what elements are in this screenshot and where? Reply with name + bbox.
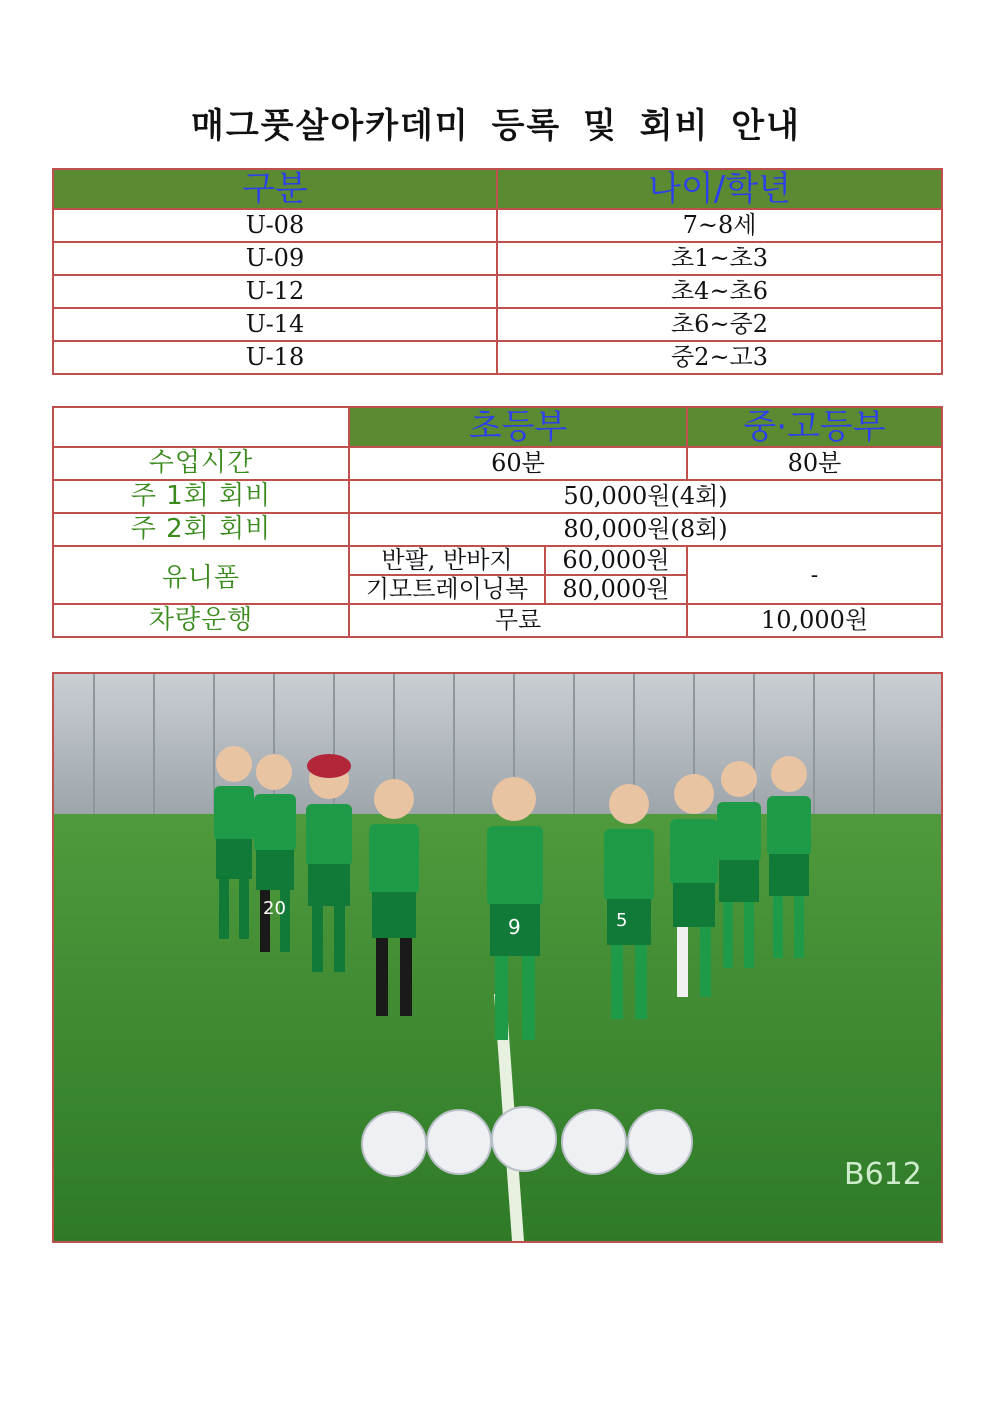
vehicle-elementary: 무료 — [349, 604, 687, 637]
header-middle-high: 중·고등부 — [687, 407, 942, 447]
soccer-balls — [362, 1107, 692, 1176]
table-header-row — [53, 169, 942, 209]
age-group-table — [52, 168, 943, 375]
vehicle-middle-high: 10,000원 — [687, 604, 942, 637]
uniform-label: 유니폼 — [53, 546, 349, 604]
uniform-price: 60,000원 — [545, 546, 687, 575]
table-row — [53, 513, 942, 546]
uniform-item: 기모트레이닝복 — [349, 575, 545, 604]
table-row — [53, 341, 942, 374]
weekly2-label: 주 2회 회비 — [53, 513, 349, 546]
soccer-ball — [427, 1110, 491, 1174]
table-header-row — [53, 407, 942, 447]
weekly1-label: 주 1회 회비 — [53, 480, 349, 513]
soccer-ball — [492, 1107, 556, 1171]
group-cell: U-09 — [53, 242, 497, 275]
weekly1-value: 50,000원(4회) — [349, 480, 942, 513]
photo-watermark: B612 — [844, 1157, 922, 1192]
table-row — [53, 480, 942, 513]
vehicle-label: 차량운행 — [53, 604, 349, 637]
page-title: 매그풋살아카데미 등록 및 회비 안내 — [190, 106, 801, 146]
jersey-number: 20 — [263, 898, 286, 919]
empty-corner-cell — [53, 407, 349, 447]
header-category: 구분 — [53, 169, 497, 209]
table-row — [53, 275, 942, 308]
uniform-price: 80,000원 — [545, 575, 687, 604]
table-row — [53, 546, 942, 575]
group-cell: U-08 — [53, 209, 497, 242]
table-row — [53, 604, 942, 637]
age-cell: 초6~중2 — [497, 308, 942, 341]
age-cell: 중2~고3 — [497, 341, 942, 374]
table-row — [53, 209, 942, 242]
group-cell: U-14 — [53, 308, 497, 341]
table-row — [53, 447, 942, 480]
uniform-middle-high: - — [687, 546, 942, 604]
age-cell: 초1~초3 — [497, 242, 942, 275]
jersey-number: 9 — [508, 915, 521, 939]
age-cell: 7~8세 — [497, 209, 942, 242]
class-time-middle-high: 80분 — [687, 447, 942, 480]
soccer-ball — [628, 1110, 692, 1174]
table-row — [53, 308, 942, 341]
uniform-item: 반팔, 반바지 — [349, 546, 545, 575]
team-photo — [52, 672, 943, 1243]
jersey-number: 5 — [616, 910, 628, 931]
table-row — [53, 242, 942, 275]
weekly2-value: 80,000원(8회) — [349, 513, 942, 546]
soccer-ball — [362, 1112, 426, 1176]
group-cell: U-18 — [53, 341, 497, 374]
header-age-grade: 나이/학년 — [497, 169, 942, 209]
class-time-elementary: 60분 — [349, 447, 687, 480]
soccer-ball — [562, 1110, 626, 1174]
fee-table — [52, 406, 943, 638]
header-elementary: 초등부 — [349, 407, 687, 447]
age-cell: 초4~초6 — [497, 275, 942, 308]
class-time-label: 수업시간 — [53, 447, 349, 480]
group-cell: U-12 — [53, 275, 497, 308]
